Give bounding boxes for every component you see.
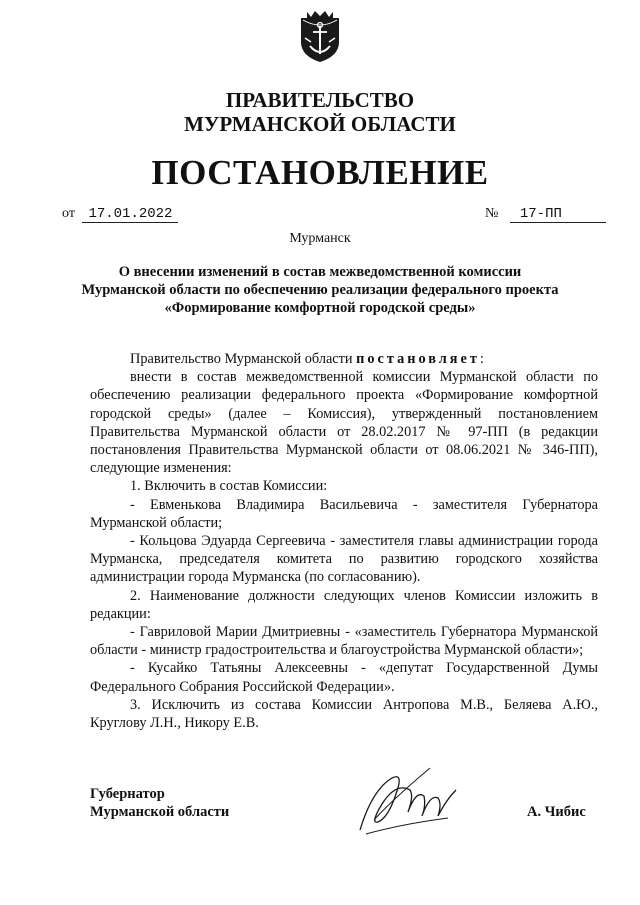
intro-lead: Правительство Мурманской области — [130, 351, 353, 367]
item-1b: - Кольцова Эдуарда Сергеевича - заместителя главы администрации города Мурманска, председателя комитета по развитию городского хозяйства администрации города Мурманска (по согласованию). — [90, 533, 598, 586]
paragraph-main: внести в состав межведомственной комиссии Мурманской области по обеспечению реализации федерального проекта «Формирование комфортной городской среды» (далее – Комиссия), утвержденный постановлением Правительства Мурманской области от 28.02.2017 № 97-ПП (в редакции постановления Правительства Мурманской области от 08.06.2021 № 346-ПП), следующие изменения: — [90, 369, 598, 477]
item-1: 1. Включить в состав Комиссии: — [130, 478, 328, 495]
signatory-name: А. Чибис — [527, 804, 586, 820]
item-2a: - Гавриловой Марии Дмитриевны - «заместитель Губернатора Мурманской области - министр градостроительства и благоустройства Мурманской области»; — [90, 624, 598, 659]
intro-verb: постановляет — [356, 351, 480, 367]
signatory-title-line-1: Губернатор — [90, 786, 165, 802]
item-3: 3. Исключить из состава Комиссии Антропова М.В., Беляева А.Ю., Круглову Л.Н., Никору Е.В. — [90, 696, 598, 732]
intro-colon: : — [479, 351, 484, 367]
item-1a: - Евменькова Владимира Васильевича - заместителя Губернатора Мурманской области; — [90, 496, 598, 531]
number-row — [485, 206, 606, 223]
date-row — [62, 206, 178, 223]
document-type: ПОСТАНОВЛЕНИЕ — [151, 153, 489, 192]
signatory-title — [90, 785, 229, 821]
date-value: 17.01.2022 — [82, 206, 178, 223]
document-subject — [80, 263, 560, 317]
signatory-title-line-2: Мурманской области — [90, 804, 230, 820]
subject-line-1: О внесении изменений в состав межведомственной комиссии — [118, 264, 522, 280]
document-body — [90, 350, 598, 732]
handwritten-signature — [352, 760, 462, 848]
org-line-2: МУРМАНСКОЙ ОБЛАСТИ — [184, 112, 456, 136]
item-2: 2. Наименование должности следующих членов Комиссии изложить в редакции: — [90, 587, 598, 622]
date-prefix: от — [62, 206, 75, 221]
coat-of-arms-icon — [297, 8, 343, 64]
intro-paragraph — [90, 350, 598, 368]
subject-line-2: Мурманской области по обеспечению реализации федерального проекта — [81, 282, 559, 298]
item-2b: - Кусайко Татьяны Алексеевны - «депутат Государственной Думы Федерального Собрания Российской Федерации». — [90, 660, 598, 695]
number-prefix: № — [485, 206, 499, 221]
org-line-1: ПРАВИТЕЛЬСТВО — [225, 88, 415, 112]
city: Мурманск — [289, 231, 351, 246]
number-value: 17-ПП — [510, 206, 606, 223]
government-title — [0, 88, 640, 136]
subject-line-3: «Формирование комфортной городской среды» — [164, 300, 476, 316]
